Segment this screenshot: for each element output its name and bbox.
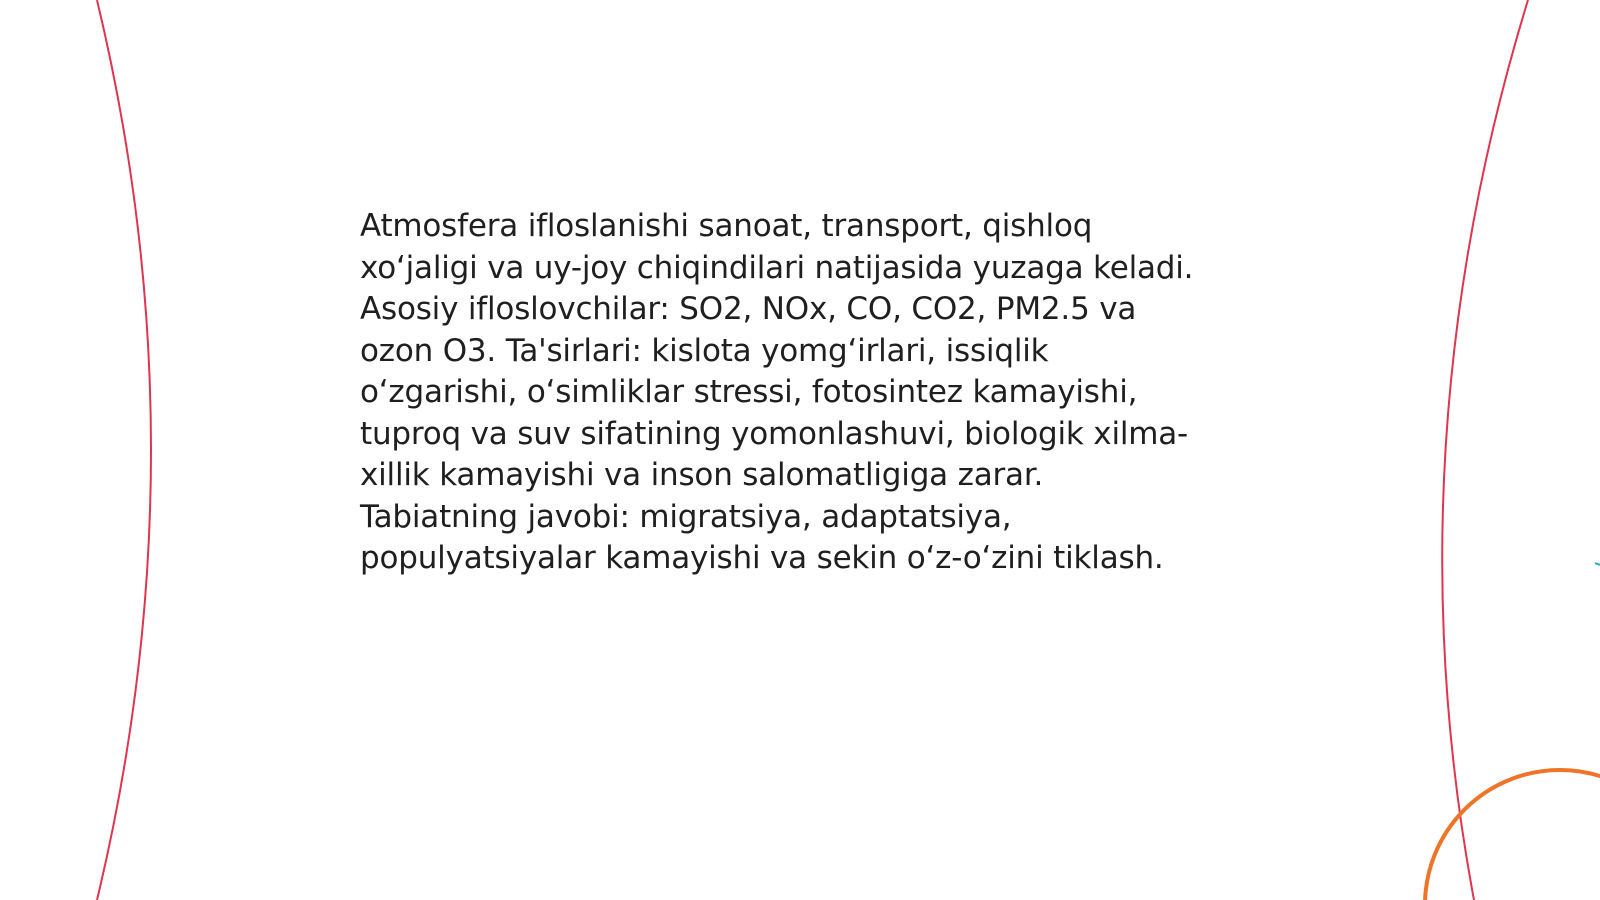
right-red-arc: [1442, 0, 1528, 900]
slide-body-text: Atmosfera ifloslanishi sanoat, transport, qishloq xo‘jaligi va uy-joy chiqindilari natijasida yuzaga keladi. Asosiy ifloslovchilar: SO2, NOx, CO, CO2, PM2.5 va ozon O3. Ta'sirlari: kislota yomg‘irlari, issiqlik o‘zgarishi, o‘simliklar stressi, fotosintez kamayishi, tuproq va suv sifatining yomonlashuvi, biologik xilma- xillik kamayishi va inson salomatligiga zarar. Tabiatning javobi: migratsiya, adaptatsiya, populyatsiyalar kamayishi va sekin o‘z-o‘zini tiklash.: [360, 208, 1194, 576]
left-red-arc: [97, 0, 151, 900]
orange-circle-arc: [1425, 770, 1600, 900]
teal-accent-mark: [1595, 563, 1600, 565]
